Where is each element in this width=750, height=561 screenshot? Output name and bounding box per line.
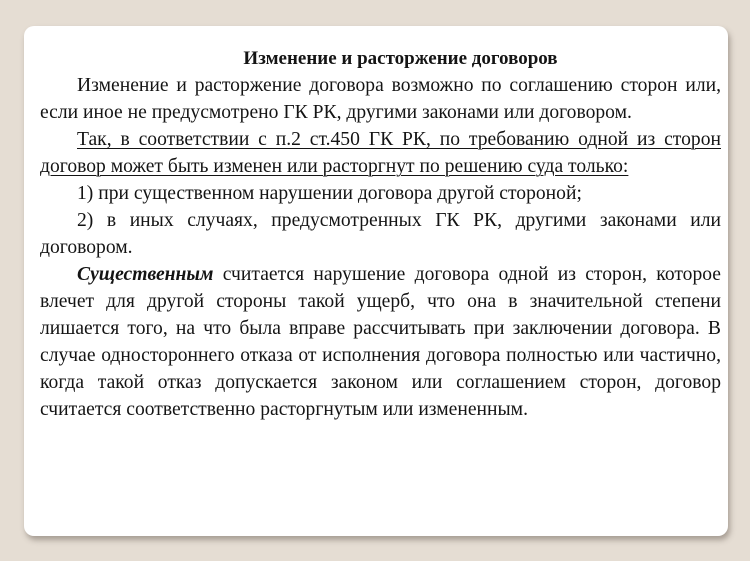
list-item-2: 2) в иных случаях, предусмотренных ГК РК, другими законами или договором.	[40, 210, 721, 258]
list-item-1: 1) при существенном нарушении договора другой стороной;	[77, 183, 582, 204]
slide-content	[40, 46, 721, 423]
paragraph-legal-basis: Так, в соответствии с п.2 ст.450 ГК РК, по требованию одной из сторон договор может быть изменен или расторгнут по решению суда только:	[40, 129, 721, 177]
paragraph-definition	[40, 261, 721, 423]
slide-card	[24, 26, 728, 536]
paragraph-intro: Изменение и расторжение договора возможно по соглашению сторон или, если иное не предусмотрено ГК РК, другими законами или договором.	[40, 75, 721, 123]
definition-text: считается нарушение договора одной из сторон, которое влечет для другой стороны такой ущерб, что она в значительной степени лишается того, на что была вправе рассчитывать при заключении договора. В случае одностороннего отказа от исполнения договора полностью или частично, когда такой отказ допускается законом или соглашением сторон, договор считается соответственно расторгнутым или измененным.	[40, 264, 721, 420]
slide-title: Изменение и расторжение договоров	[243, 48, 558, 69]
definition-term: Существенным	[77, 264, 214, 285]
